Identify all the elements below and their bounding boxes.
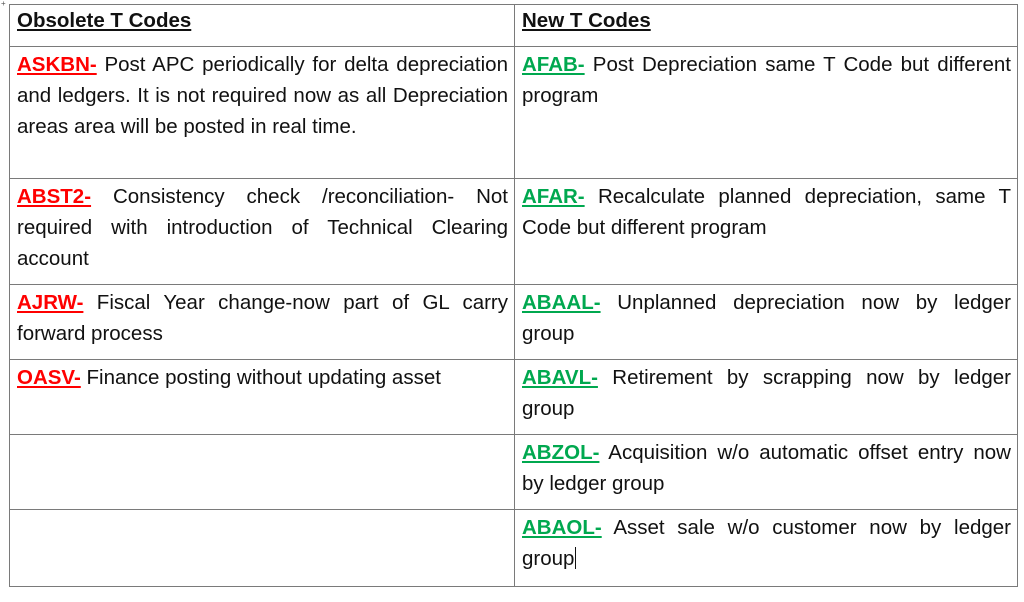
new-cell — [515, 360, 1018, 435]
table-row — [10, 179, 1018, 285]
obsolete-cell — [10, 285, 515, 360]
obsolete-code: ASKBN- — [17, 53, 97, 76]
table-row — [10, 47, 1018, 179]
new-description: Post Depreciation same T Code but different program — [522, 53, 1011, 107]
new-cell[interactable] — [515, 510, 1018, 587]
new-code: ABAAL- — [522, 291, 601, 314]
text-cursor — [575, 547, 576, 569]
obsolete-code: AJRW- — [17, 291, 84, 314]
new-cell — [515, 285, 1018, 360]
header-new-t-codes: New T Codes — [515, 5, 1018, 47]
obsolete-cell — [10, 179, 515, 285]
tcode-comparison-table — [9, 4, 1018, 587]
obsolete-description: Fiscal Year change-now part of GL carry forward process — [17, 291, 508, 345]
new-cell — [515, 47, 1018, 179]
new-code: ABAVL- — [522, 366, 598, 389]
table-row — [10, 510, 1018, 587]
new-code: ABZOL- — [522, 441, 600, 464]
corner-mark: + — [1, 0, 6, 8]
obsolete-description: Consistency check /reconciliation- Not required with introduction of Technical Clearing account — [17, 185, 508, 270]
new-code: AFAB- — [522, 53, 585, 76]
obsolete-code: OASV- — [17, 366, 81, 389]
new-cell — [515, 179, 1018, 285]
obsolete-cell — [10, 47, 515, 179]
table-row — [10, 285, 1018, 360]
obsolete-description: Post APC periodically for delta depreciation and ledgers. It is not required now as all Depreciation areas area will be posted in real time. — [17, 53, 508, 138]
obsolete-code: ABST2- — [17, 185, 92, 208]
obsolete-description: Finance posting without updating asset — [80, 366, 441, 389]
new-description: Acquisition w/o automatic offset entry now by ledger group — [522, 441, 1011, 495]
obsolete-cell — [10, 360, 515, 435]
new-code: ABAOL- — [522, 516, 602, 539]
new-description: Unplanned depreciation now by ledger group — [522, 291, 1011, 345]
table-header-row — [10, 5, 1018, 47]
table-row — [10, 360, 1018, 435]
new-description: Recalculate planned depreciation, same T Code but different program — [522, 185, 1011, 239]
table-row — [10, 435, 1018, 510]
obsolete-cell-empty — [10, 510, 515, 587]
new-code: AFAR- — [522, 185, 585, 208]
new-description: Asset sale w/o customer now by ledger group — [522, 516, 1011, 570]
new-description: Retirement by scrapping now by ledger group — [522, 366, 1011, 420]
new-cell — [515, 435, 1018, 510]
header-obsolete-t-codes: Obsolete T Codes — [10, 5, 515, 47]
obsolete-cell-empty — [10, 435, 515, 510]
